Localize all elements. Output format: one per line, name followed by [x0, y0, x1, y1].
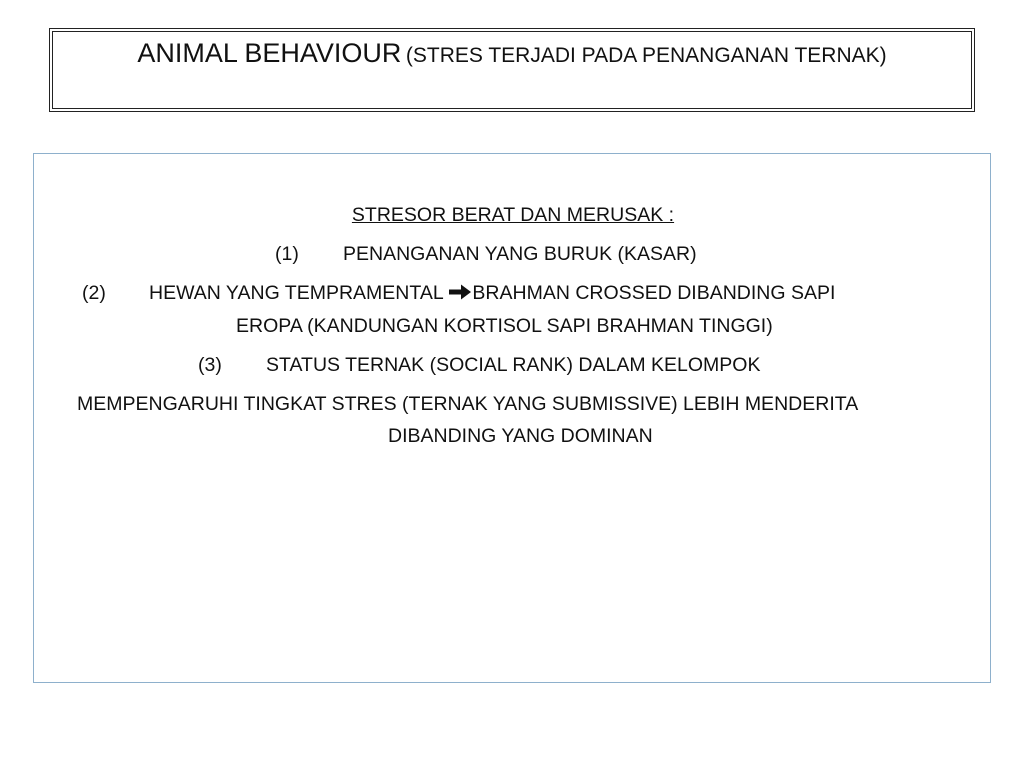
list-text-1: PENANGANAN YANG BURUK (KASAR)	[343, 243, 697, 265]
title-inner	[52, 31, 972, 109]
title-box	[49, 28, 975, 112]
title-main: ANIMAL BEHAVIOUR	[137, 38, 402, 68]
list-number-2: (2)	[82, 282, 106, 304]
paragraph-line-2: DIBANDING YANG DOMINAN	[388, 425, 653, 447]
title-subtitle: (STRES TERJADI PADA PENANGANAN TERNAK)	[405, 44, 887, 67]
list-number-1: (1)	[275, 243, 299, 265]
content-heading: STRESOR BERAT DAN MERUSAK :	[351, 204, 675, 226]
paragraph-line-1: MEMPENGARUHI TINGKAT STRES (TERNAK YANG SUBMISSIVE) LEBIH MENDERITA	[77, 393, 859, 415]
list-text-2-before: HEWAN YANG TEMPRAMENTAL	[149, 282, 443, 304]
right-arrow-icon	[448, 283, 472, 301]
content-box	[33, 153, 991, 683]
list-text-3: STATUS TERNAK (SOCIAL RANK) DALAM KELOMPOK	[266, 354, 761, 376]
list-text-2-continuation: EROPA (KANDUNGAN KORTISOL SAPI BRAHMAN TINGGI)	[236, 315, 773, 337]
list-text-2-after: BRAHMAN CROSSED DIBANDING SAPI	[472, 282, 836, 304]
list-number-3: (3)	[198, 354, 222, 376]
list-text-2	[149, 281, 835, 305]
